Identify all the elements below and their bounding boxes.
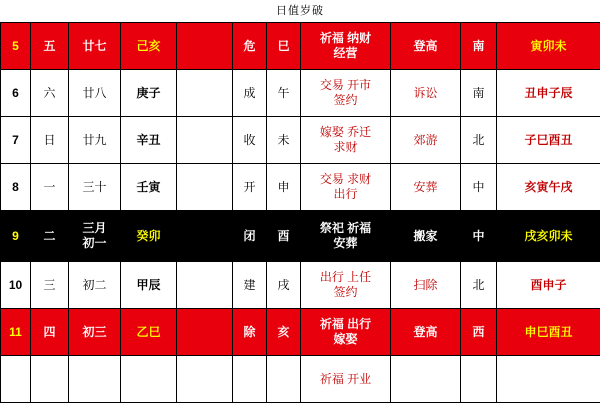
cell-lunar_day: 初二 [69, 262, 121, 309]
cell-suitable: 祈福 开业 [301, 356, 391, 403]
cell-solar_day [1, 356, 31, 403]
cell-twelve_god: 危 [233, 23, 267, 70]
cell-recommended: 郊游 [391, 117, 461, 164]
cell-direction: 北 [461, 262, 497, 309]
cell-branch: 申 [267, 164, 301, 211]
cell-direction [461, 356, 497, 403]
cell-direction: 北 [461, 117, 497, 164]
cell-direction: 西 [461, 309, 497, 356]
cell-direction: 南 [461, 70, 497, 117]
cell-conflict: 丑申子辰 [497, 70, 600, 117]
cell-solar_day: 8 [1, 164, 31, 211]
cell-recommended: 安葬 [391, 164, 461, 211]
cell-direction: 南 [461, 23, 497, 70]
cell-suitable: 祭祀 祈福 安葬 [301, 211, 391, 262]
cell-clash_note [177, 309, 233, 356]
cell-ganzhi: 己亥 [121, 23, 177, 70]
cell-clash_note [177, 117, 233, 164]
cell-twelve_god: 收 [233, 117, 267, 164]
cell-twelve_god: 建 [233, 262, 267, 309]
cell-recommended: 搬家 [391, 211, 461, 262]
cell-ganzhi: 乙巳 [121, 309, 177, 356]
cell-clash_note [177, 23, 233, 70]
cell-solar_day: 9 [1, 211, 31, 262]
cell-conflict: 酉申子 [497, 262, 600, 309]
cell-lunar_day: 廿七 [69, 23, 121, 70]
cell-solar_day: 5 [1, 23, 31, 70]
page-banner: 日值岁破 [0, 0, 600, 22]
table-row[interactable] [1, 262, 600, 309]
cell-recommended [391, 356, 461, 403]
cell-suitable: 交易 开市 签约 [301, 70, 391, 117]
cell-twelve_god: 闭 [233, 211, 267, 262]
cell-weekday: 一 [31, 164, 69, 211]
cell-lunar_day: 廿九 [69, 117, 121, 164]
cell-ganzhi: 壬寅 [121, 164, 177, 211]
cell-suitable: 祈福 出行 嫁娶 [301, 309, 391, 356]
cell-conflict: 子巳酉丑 [497, 117, 600, 164]
cell-weekday [31, 356, 69, 403]
cell-conflict [497, 356, 600, 403]
cell-suitable: 嫁娶 乔迁 求财 [301, 117, 391, 164]
cell-solar_day: 10 [1, 262, 31, 309]
cell-ganzhi: 辛丑 [121, 117, 177, 164]
cell-branch: 酉 [267, 211, 301, 262]
table-row[interactable] [1, 117, 600, 164]
cell-branch: 午 [267, 70, 301, 117]
cell-clash_note [177, 70, 233, 117]
cell-lunar_day: 三十 [69, 164, 121, 211]
cell-branch: 戌 [267, 262, 301, 309]
cell-clash_note [177, 262, 233, 309]
table-row[interactable] [1, 356, 600, 403]
cell-direction: 中 [461, 211, 497, 262]
table-row[interactable] [1, 23, 600, 70]
cell-twelve_god: 除 [233, 309, 267, 356]
cell-conflict: 亥寅午戌 [497, 164, 600, 211]
cell-solar_day: 11 [1, 309, 31, 356]
cell-recommended: 登高 [391, 309, 461, 356]
cell-twelve_god: 成 [233, 70, 267, 117]
cell-suitable: 交易 求财 出行 [301, 164, 391, 211]
cell-conflict: 寅卯未 [497, 23, 600, 70]
cell-solar_day: 6 [1, 70, 31, 117]
cell-clash_note [177, 211, 233, 262]
cell-ganzhi [121, 356, 177, 403]
cell-conflict: 戌亥卯未 [497, 211, 600, 262]
cell-weekday: 日 [31, 117, 69, 164]
cell-ganzhi: 癸卯 [121, 211, 177, 262]
cell-weekday: 二 [31, 211, 69, 262]
cell-weekday: 三 [31, 262, 69, 309]
cell-ganzhi: 甲辰 [121, 262, 177, 309]
cell-weekday: 六 [31, 70, 69, 117]
cell-lunar_day: 三月 初一 [69, 211, 121, 262]
cell-suitable: 出行 上任 签约 [301, 262, 391, 309]
almanac-table-body [1, 23, 600, 403]
cell-weekday: 五 [31, 23, 69, 70]
cell-lunar_day [69, 356, 121, 403]
cell-recommended: 登高 [391, 23, 461, 70]
cell-clash_note [177, 356, 233, 403]
cell-branch: 亥 [267, 309, 301, 356]
cell-branch: 未 [267, 117, 301, 164]
cell-solar_day: 7 [1, 117, 31, 164]
cell-branch: 巳 [267, 23, 301, 70]
table-row[interactable] [1, 211, 600, 262]
cell-lunar_day: 初三 [69, 309, 121, 356]
cell-weekday: 四 [31, 309, 69, 356]
table-row[interactable] [1, 70, 600, 117]
cell-conflict: 申巳酉丑 [497, 309, 600, 356]
cell-recommended: 诉讼 [391, 70, 461, 117]
table-row[interactable] [1, 309, 600, 356]
cell-lunar_day: 廿八 [69, 70, 121, 117]
cell-direction: 中 [461, 164, 497, 211]
cell-suitable: 祈福 纳财 经营 [301, 23, 391, 70]
cell-clash_note [177, 164, 233, 211]
almanac-table [0, 22, 600, 403]
cell-branch [267, 356, 301, 403]
table-row[interactable] [1, 164, 600, 211]
cell-twelve_god: 开 [233, 164, 267, 211]
cell-twelve_god [233, 356, 267, 403]
cell-ganzhi: 庚子 [121, 70, 177, 117]
cell-recommended: 扫除 [391, 262, 461, 309]
